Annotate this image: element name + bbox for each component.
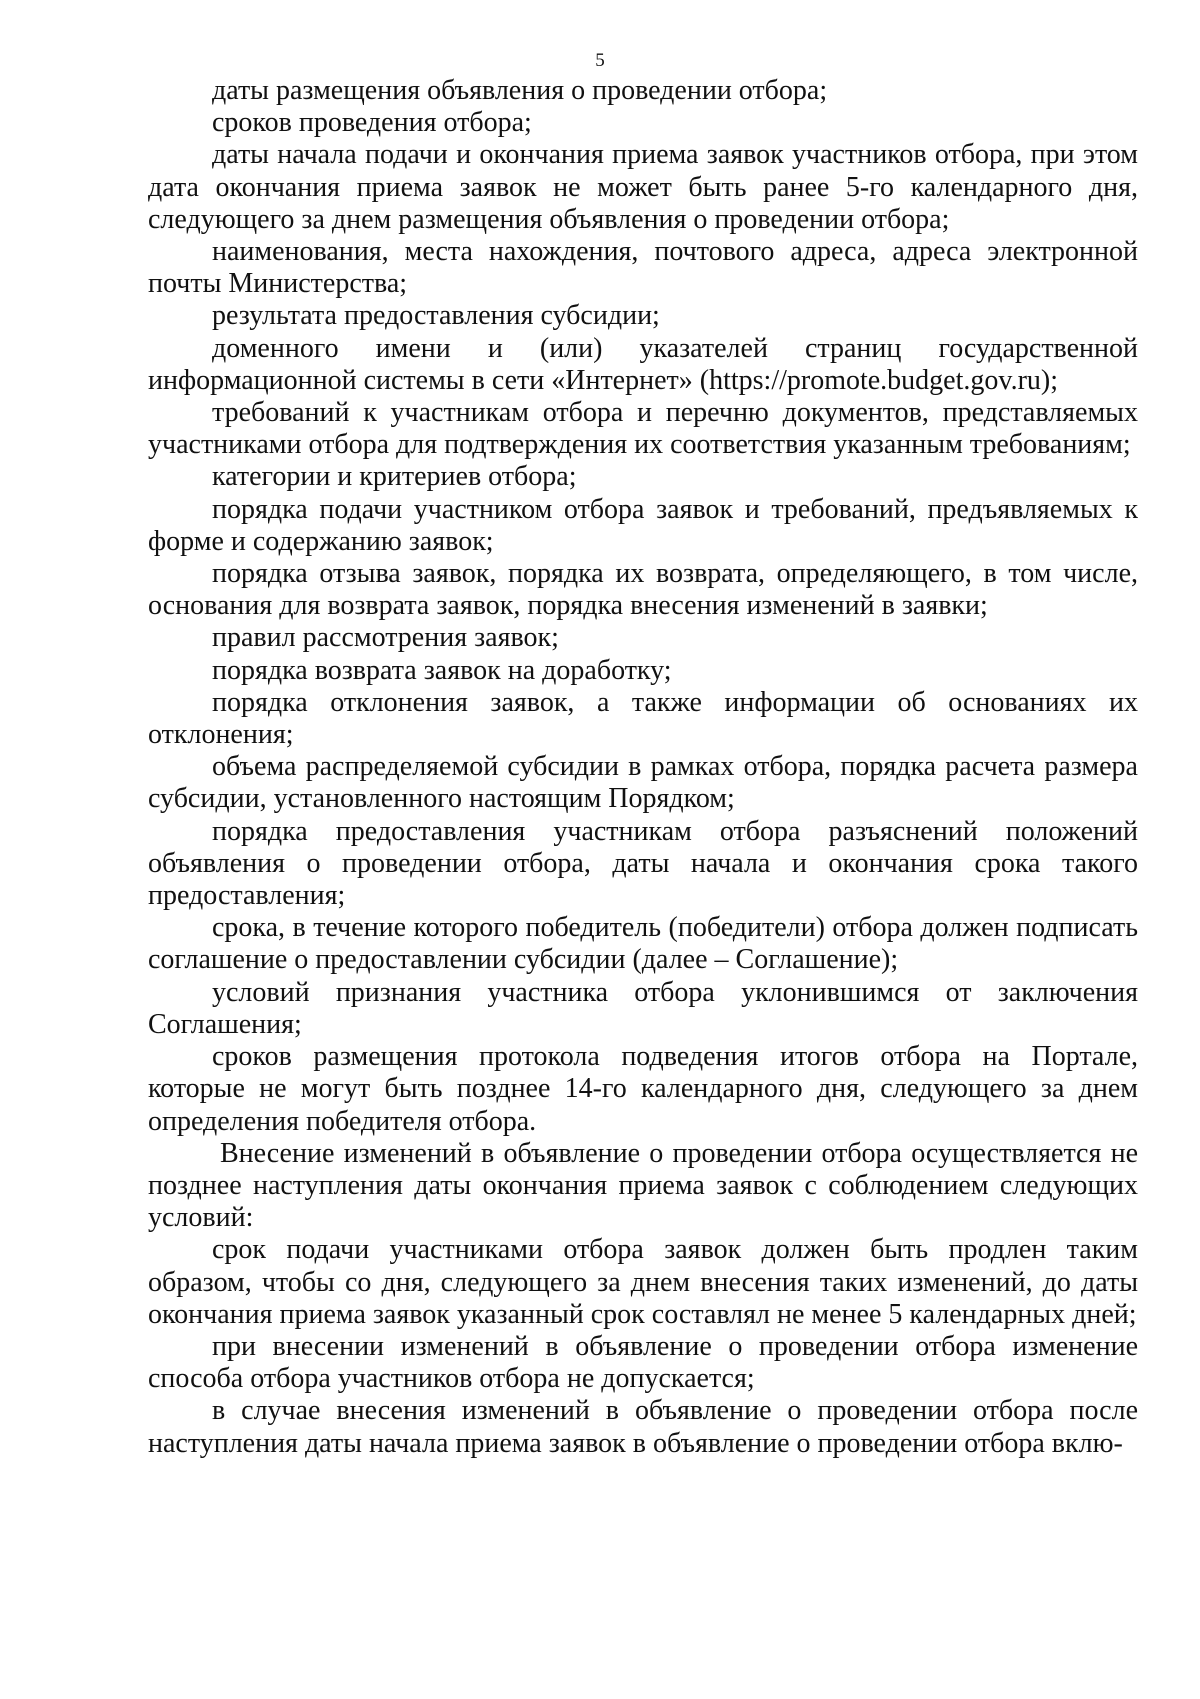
paragraph: порядка отзыва заявок, порядка их возврата, определяющего, в том числе, основания для возврата заявок, порядка внесения изменений в заявки;	[148, 558, 1138, 622]
paragraph: доменного имени и (или) указателей страниц государственной информационной системы в сети «Интернет» (https://promote.budget.gov.ru);	[148, 332, 1138, 396]
paragraph: даты начала подачи и окончания приема заявок участников отбора, при этом дата окончания приема заявок не может быть ранее 5-го календарного дня, следующего за днем размещения объявления о проведении отбора;	[148, 139, 1138, 235]
paragraph: условий признания участника отбора уклонившимся от заключения Соглашения;	[148, 976, 1138, 1040]
paragraph: результата предоставления субсидии;	[212, 300, 660, 332]
paragraph: срока, в течение которого победитель (победители) отбора должен подписать соглашение о предоставлении субсидии (далее – Соглашение);	[148, 912, 1138, 976]
paragraph: объема распределяемой субсидии в рамках отбора, порядка расчета размера субсидии, установленного настоящим Порядком;	[148, 751, 1138, 815]
paragraph: требований к участникам отбора и перечню документов, представляемых участниками отбора для подтверждения их соответствия указанным требованиям;	[148, 397, 1138, 461]
paragraph: сроков размещения протокола подведения итогов отбора на Портале, которые не могут быть позднее 14-го календарного дня, следующего за днем определения победителя отбора.	[148, 1041, 1138, 1137]
paragraph: категории и критериев отбора;	[212, 461, 577, 493]
paragraph: порядка подачи участником отбора заявок и требований, предъявляемых к форме и содержанию заявок;	[148, 493, 1138, 557]
paragraph: наименования, места нахождения, почтового адреса, адреса электронной почты Министерства;	[148, 236, 1138, 300]
paragraph: порядка отклонения заявок, а также информации об основаниях их отклонения;	[148, 686, 1138, 751]
paragraph: срок подачи участниками отбора заявок должен быть продлен таким образом, чтобы со дня, следующего за днем внесения таких изменений, до даты окончания приема заявок указанный срок составлял не менее 5 календарных дней;	[148, 1234, 1138, 1330]
paragraph: порядка возврата заявок на доработку;	[212, 654, 672, 686]
page-number: 5	[595, 50, 605, 71]
paragraph: при внесении изменений в объявление о проведении отбора изменение способа отбора участников отбора не допускается;	[148, 1330, 1138, 1395]
paragraph: Внесение изменений в объявление о проведении отбора осуществляется не позднее наступления даты окончания приема заявок с соблюдением следующих условий:	[148, 1137, 1138, 1234]
paragraph: сроков проведения отбора;	[212, 107, 532, 139]
document-body	[148, 75, 1138, 1460]
paragraph: правил рассмотрения заявок;	[212, 622, 559, 654]
paragraph: порядка предоставления участникам отбора разъяснений положений объявления о проведении отбора, даты начала и окончания срока такого предоставления;	[148, 815, 1138, 912]
paragraph: даты размещения объявления о проведении отбора;	[212, 75, 828, 106]
paragraph: в случае внесения изменений в объявление о проведении отбора после наступления даты начала приема заявок в объявление о проведении отбора вклю-	[148, 1395, 1138, 1459]
